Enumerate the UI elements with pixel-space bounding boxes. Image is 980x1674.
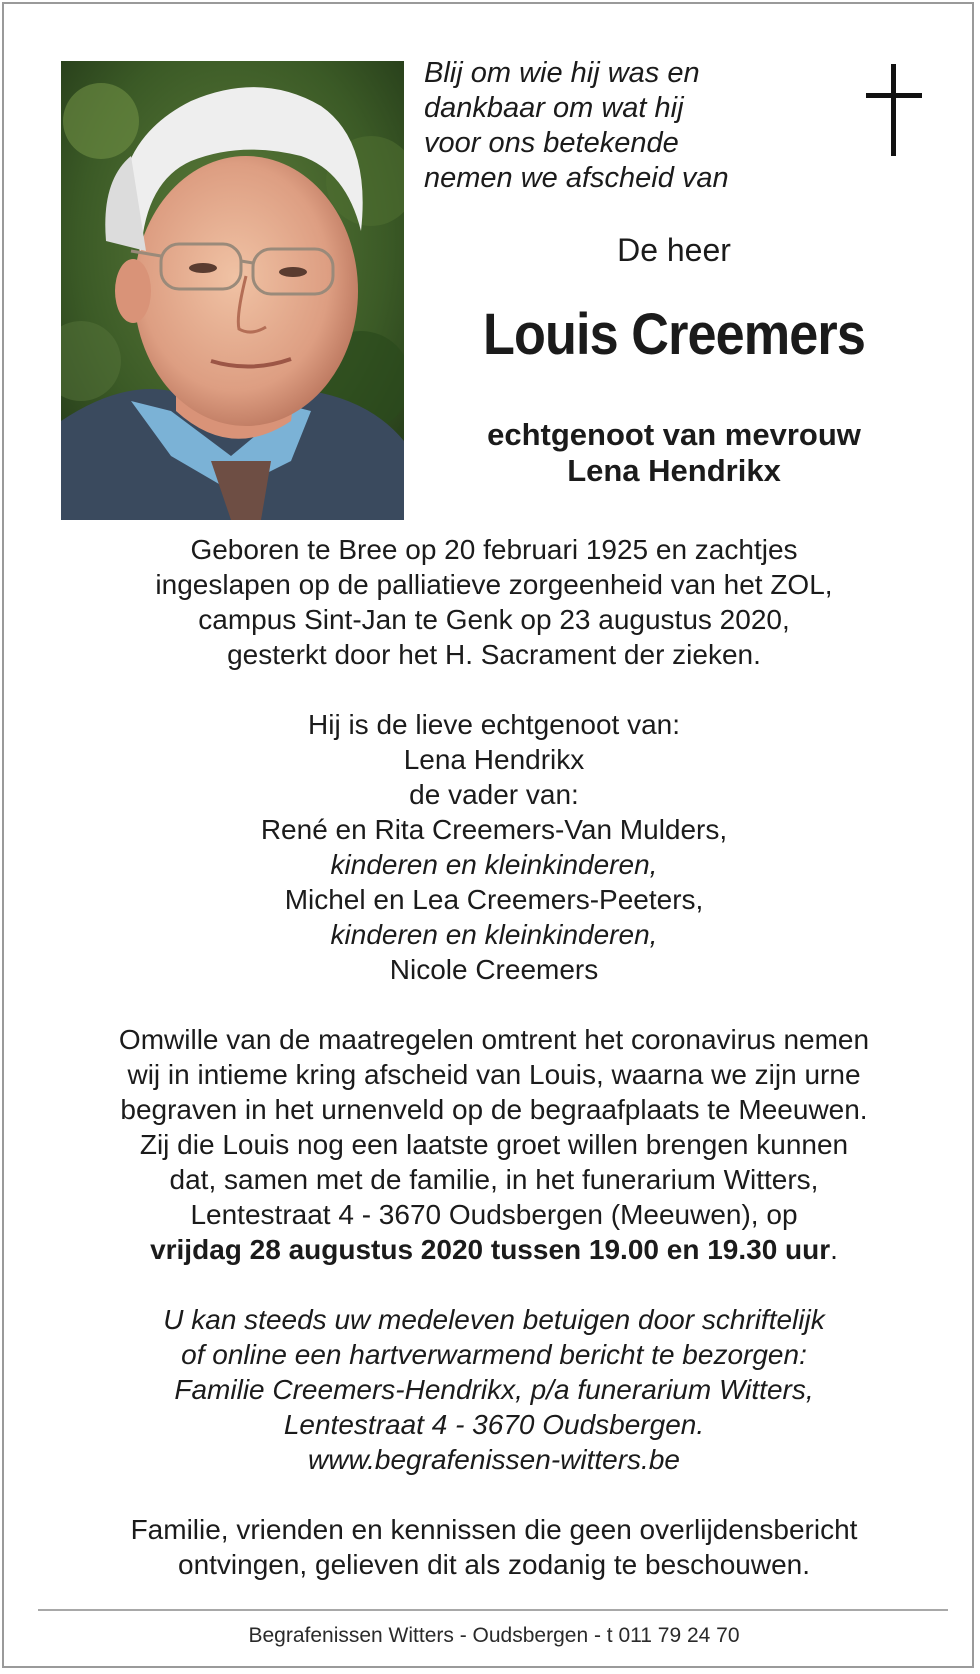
quote-line: Blij om wie hij was en — [424, 57, 700, 89]
family-paragraph — [34, 707, 954, 987]
condolence-paragraph — [34, 1302, 954, 1477]
text-line: Hij is de lieve echtgenoot van: — [308, 709, 680, 740]
spouse-name: Lena Hendrikx — [567, 453, 781, 488]
text-line: Nicole Creemers — [389, 954, 599, 985]
portrait-photo — [61, 61, 404, 520]
quote-line: dankbaar om wat hij — [424, 92, 684, 124]
quote-line: nemen we afscheid van — [424, 162, 729, 194]
text-line: begraven in het urnenveld op de begraafplaats te Meeuwen. — [120, 1094, 868, 1125]
ceremony-paragraph — [34, 1022, 954, 1267]
text-line: dat, samen met de familie, in het funerarium Witters, — [169, 1164, 819, 1195]
text-line: ingeslapen op de palliatieve zorgeenheid van het ZOL, — [155, 569, 833, 600]
footer-text: Begrafenissen Witters - Oudsbergen - t 011 79 24 70 — [248, 1624, 740, 1647]
text-line: Geboren te Bree op 20 februari 1925 en zachtjes — [190, 534, 798, 565]
text-line: René en Rita Creemers-Van Mulders, — [260, 814, 728, 845]
website-link[interactable]: www.begrafenissen-witters.be — [308, 1444, 680, 1475]
opening-quote — [424, 56, 844, 196]
ceremony-date: vrijdag 28 augustus 2020 tussen 19.00 en 19.30 uur — [150, 1234, 831, 1265]
footer-divider — [38, 1609, 948, 1611]
ceremony-date-end: . — [830, 1234, 838, 1265]
birth-death-paragraph — [34, 532, 954, 672]
obituary-card — [2, 2, 974, 1668]
text-line: campus Sint-Jan te Genk op 23 augustus 2020, — [198, 604, 790, 635]
announcement-body — [34, 532, 954, 1582]
text-line: of online een hartverwarmend bericht te bezorgen: — [181, 1339, 807, 1370]
text-line: Lena Hendrikx — [403, 744, 585, 775]
closing-paragraph — [34, 1512, 954, 1582]
text-line: ontvingen, gelieven dit als zodanig te beschouwen. — [178, 1549, 810, 1580]
text-line: de vader van: — [409, 779, 579, 810]
spouse-relation: echtgenoot van mevrouw — [487, 417, 861, 452]
text-line: Michel en Lea Creemers-Peeters, — [284, 884, 704, 915]
text-line: gesterkt door het H. Sacrament der zieken. — [227, 639, 761, 670]
text-line: Omwille van de maatregelen omtrent het coronavirus nemen — [118, 1024, 870, 1055]
salutation: De heer — [617, 232, 731, 268]
text-line: Familie, vrienden en kennissen die geen overlijdensbericht — [130, 1514, 858, 1545]
spouse-line — [414, 417, 934, 489]
cross-icon — [866, 64, 922, 161]
text-line: kinderen en kleinkinderen, — [330, 849, 658, 880]
text-line: Lentestraat 4 - 3670 Oudsbergen. — [283, 1409, 705, 1440]
text-line: Zij die Louis nog een laatste groet willen brengen kunnen — [139, 1129, 849, 1160]
text-line: kinderen en kleinkinderen, — [330, 919, 658, 950]
text-line: Lentestraat 4 - 3670 Oudsbergen (Meeuwen), op — [190, 1199, 798, 1230]
text-line: wij in intieme kring afscheid van Louis, waarna we zijn urne — [127, 1059, 861, 1090]
text-line: U kan steeds uw medeleven betuigen door schriftelijk — [163, 1304, 825, 1335]
deceased-name: Louis Creemers — [483, 302, 865, 367]
text-line: Familie Creemers-Hendrikx, p/a funerarium Witters, — [174, 1374, 814, 1405]
ceremony-date-line — [34, 1232, 954, 1267]
quote-line: voor ons betekende — [424, 127, 679, 159]
